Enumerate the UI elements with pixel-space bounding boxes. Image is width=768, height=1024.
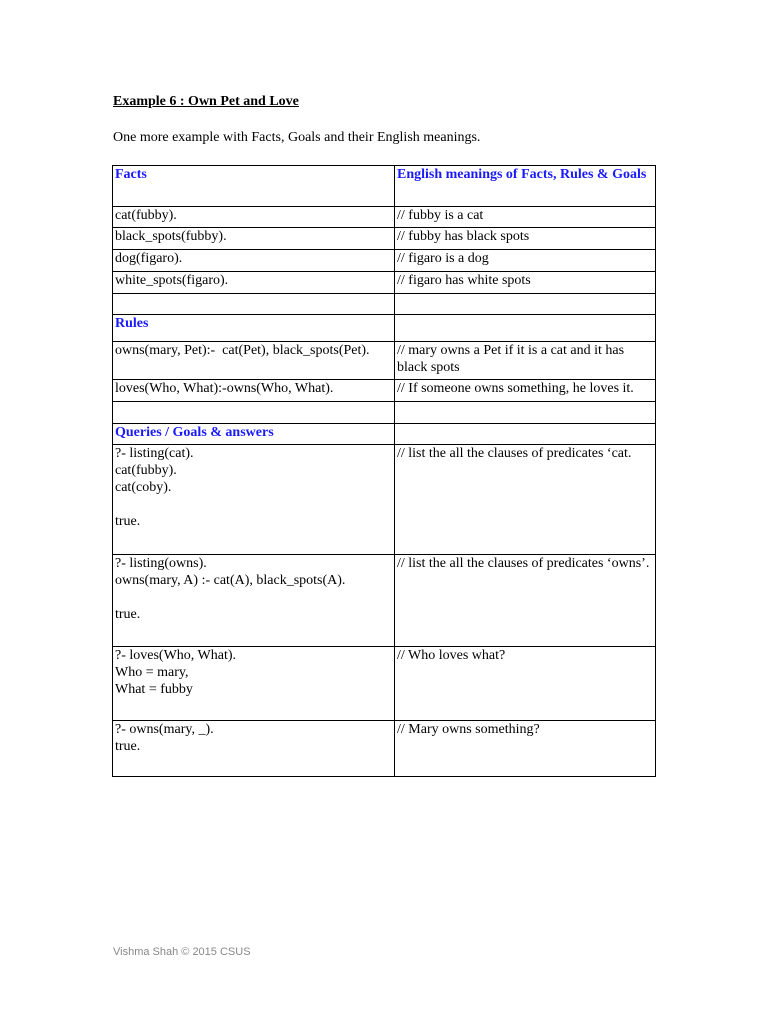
fact-meaning: // fubby is a cat (397, 208, 484, 223)
query-meaning: // Mary owns something? (397, 722, 540, 737)
query-meaning: // list the all the clauses of predicates ‘owns’. (397, 556, 650, 571)
fact-code: dog(figaro). (115, 251, 183, 266)
facts-rules-table (112, 165, 656, 777)
query-meaning-cell (395, 721, 656, 777)
facts-header: Facts (115, 167, 147, 182)
query-cell (113, 721, 395, 777)
query-line: What = fubby (115, 682, 193, 697)
query-cell (113, 445, 395, 555)
query-line (115, 589, 392, 606)
table-row (113, 647, 656, 721)
query-cell (113, 555, 395, 647)
page-title: Example 6 : Own Pet and Love (113, 94, 299, 109)
meanings-header-cell (395, 166, 656, 207)
facts-header-cell (113, 166, 395, 207)
table-row (113, 445, 656, 555)
rule-meaning-cell (395, 342, 656, 380)
empty-row (113, 294, 656, 315)
query-meaning: // Who loves what? (397, 648, 506, 663)
table-row (113, 207, 656, 228)
fact-meaning-cell (395, 207, 656, 228)
rules-header-cell (113, 315, 395, 342)
rule-meaning: // If someone owns something, he loves it. (397, 381, 634, 396)
queries-header: Queries / Goals & answers (115, 425, 274, 440)
query-line: ?- loves(Who, What). (115, 648, 237, 663)
meanings-header: English meanings of Facts, Rules & Goals (397, 167, 647, 182)
rules-header-row (113, 315, 656, 342)
query-meaning: // list the all the clauses of predicates ‘cat. (397, 446, 632, 461)
empty-row (113, 402, 656, 424)
empty-cell (395, 294, 656, 315)
empty-cell (395, 424, 656, 445)
fact-meaning-cell (395, 228, 656, 250)
query-line: ?- listing(owns). (115, 556, 207, 571)
rule-meaning-cell (395, 380, 656, 402)
fact-meaning: // fubby has black spots (397, 229, 530, 244)
fact-code: cat(fubby). (115, 208, 177, 223)
empty-cell (113, 402, 395, 424)
table-row (113, 250, 656, 272)
fact-code-cell (113, 272, 395, 294)
fact-code-cell (113, 228, 395, 250)
table-header-row (113, 166, 656, 207)
empty-cell (395, 315, 656, 342)
fact-code: black_spots(fubby). (115, 229, 227, 244)
query-line: ?- owns(mary, _). (115, 722, 214, 737)
intro-paragraph: One more example with Facts, Goals and their English meanings. (113, 130, 481, 145)
fact-meaning: // figaro has white spots (397, 273, 531, 288)
fact-meaning-cell (395, 272, 656, 294)
rule-code-cell (113, 342, 395, 380)
query-cell (113, 647, 395, 721)
query-line: ?- listing(cat). (115, 446, 194, 461)
page-footer: Vishma Shah © 2015 CSUS (113, 946, 251, 958)
empty-cell (113, 294, 395, 315)
rules-header: Rules (115, 316, 149, 331)
fact-code: white_spots(figaro). (115, 273, 229, 288)
fact-meaning: // figaro is a dog (397, 251, 489, 266)
table-row (113, 272, 656, 294)
query-line (115, 496, 392, 513)
fact-meaning-cell (395, 250, 656, 272)
fact-code-cell (113, 207, 395, 228)
rule-meaning: // mary owns a Pet if it is a cat and it has black spots (397, 343, 625, 375)
table-row (113, 342, 656, 380)
rule-code: owns(mary, Pet):- cat(Pet), black_spots(Pet). (115, 343, 370, 358)
query-line: true. (115, 739, 141, 754)
table-row (113, 380, 656, 402)
empty-cell (395, 402, 656, 424)
query-line: owns(mary, A) :- cat(A), black_spots(A). (115, 573, 346, 588)
query-line: true. (115, 514, 141, 529)
queries-header-cell (113, 424, 395, 445)
rule-code-cell (113, 380, 395, 402)
query-meaning-cell (395, 445, 656, 555)
query-line: true. (115, 607, 141, 622)
rule-code: loves(Who, What):-owns(Who, What). (115, 381, 334, 396)
fact-code-cell (113, 250, 395, 272)
queries-header-row (113, 424, 656, 445)
table-row (113, 721, 656, 777)
query-line: cat(coby). (115, 480, 172, 495)
query-line: cat(fubby). (115, 463, 177, 478)
query-meaning-cell (395, 555, 656, 647)
query-line: Who = mary, (115, 665, 189, 680)
query-meaning-cell (395, 647, 656, 721)
table-row (113, 555, 656, 647)
table-row (113, 228, 656, 250)
